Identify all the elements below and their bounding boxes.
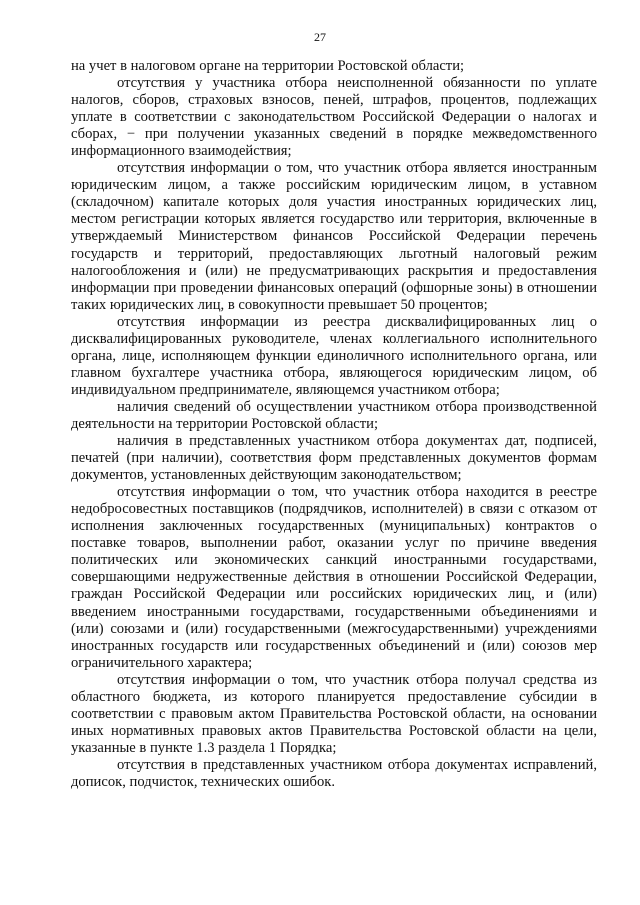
paragraph-1: на учет в налоговом органе на территории Ростовской области; <box>71 58 465 74</box>
paragraph-8: отсутствия информации о том, что участник отбора получал средства из областного бюджета, из которого планируется предоставление субсидии в соответствии с правовым актом Правительства Ростовской области, на основании иных нормативных правовых актов Правительства Ростовской области на цели, указанные в пункте 1.3 раздела 1 Порядка; <box>71 671 597 756</box>
paragraph-4: отсутствия информации из реестра дисквалифицированных лиц о дисквалифицированных руководителе, членах коллегиального исполнительного органа, лице, исполняющем функции единоличного исполнительного органа, или главном бухгалтере участника отбора, являющегося юридическим лицом, об индивидуальном предпринимателе, являющемся участником отбора; <box>71 313 597 398</box>
paragraph-6: наличия в представленных участником отбора документах дат, подписей, печатей (при наличии), соответствия форм представленных документов формам документов, установленных действующим законодательством; <box>71 433 597 484</box>
paragraph-5: наличия сведений об осуществлении участником отбора производственной деятельности на территории Ростовской области; <box>71 398 597 432</box>
document-body <box>71 58 597 791</box>
paragraph-3: отсутствия информации о том, что участник отбора является иностранным юридическим лицом, а также российским юридическим лицом, в уставном (складочном) капитале которых доля участия иностранных юридических лиц, местом регистрации которых является государство или территория, включенные в утверждаемый Министерством финансов Российской Федерации перечень государств и территорий, предоставляющих льготный налоговый режим налогообложения и (или) не предусматривающих раскрытия и предоставления информации при проведении финансовых операций (офшорные зоны) в отношении таких юридических лиц, в совокупности превышает 50 процентов; <box>71 160 597 313</box>
paragraph-2: отсутствия у участника отбора неисполненной обязанности по уплате налогов, сборов, страховых взносов, пеней, штрафов, процентов, подлежащих уплате в соответствии с законодательством Российской Федерации о налогах и сборах, − при получении указанных сведений в порядке межведомственного информационного взаимодействия; <box>71 75 597 160</box>
paragraph-9: отсутствия в представленных участником отбора документах исправлений, дописок, подчисток, технических ошибок. <box>71 756 597 790</box>
page-number: 27 <box>314 30 326 44</box>
paragraph-7: отсутствия информации о том, что участник отбора находится в реестре недобросовестных поставщиков (подрядчиков, исполнителей) в связи с отказом от исполнения заключенных государственных (муниципальных) контрактов о поставке товаров, выполнении работ, оказании услуг по причине введения политических или экономических санкций иностранными государствами, совершающими недружественные действия в отношении Российской Федерации, граждан Российской Федерации или российских юридических лиц, и (или) введением иностранными государствами, государственными объединениями и (или) союзами и (или) государственными (межгосударственными) учреждениями иностранных государств или государственных объединений и (или) союзов мер ограничительного характера; <box>71 484 597 671</box>
